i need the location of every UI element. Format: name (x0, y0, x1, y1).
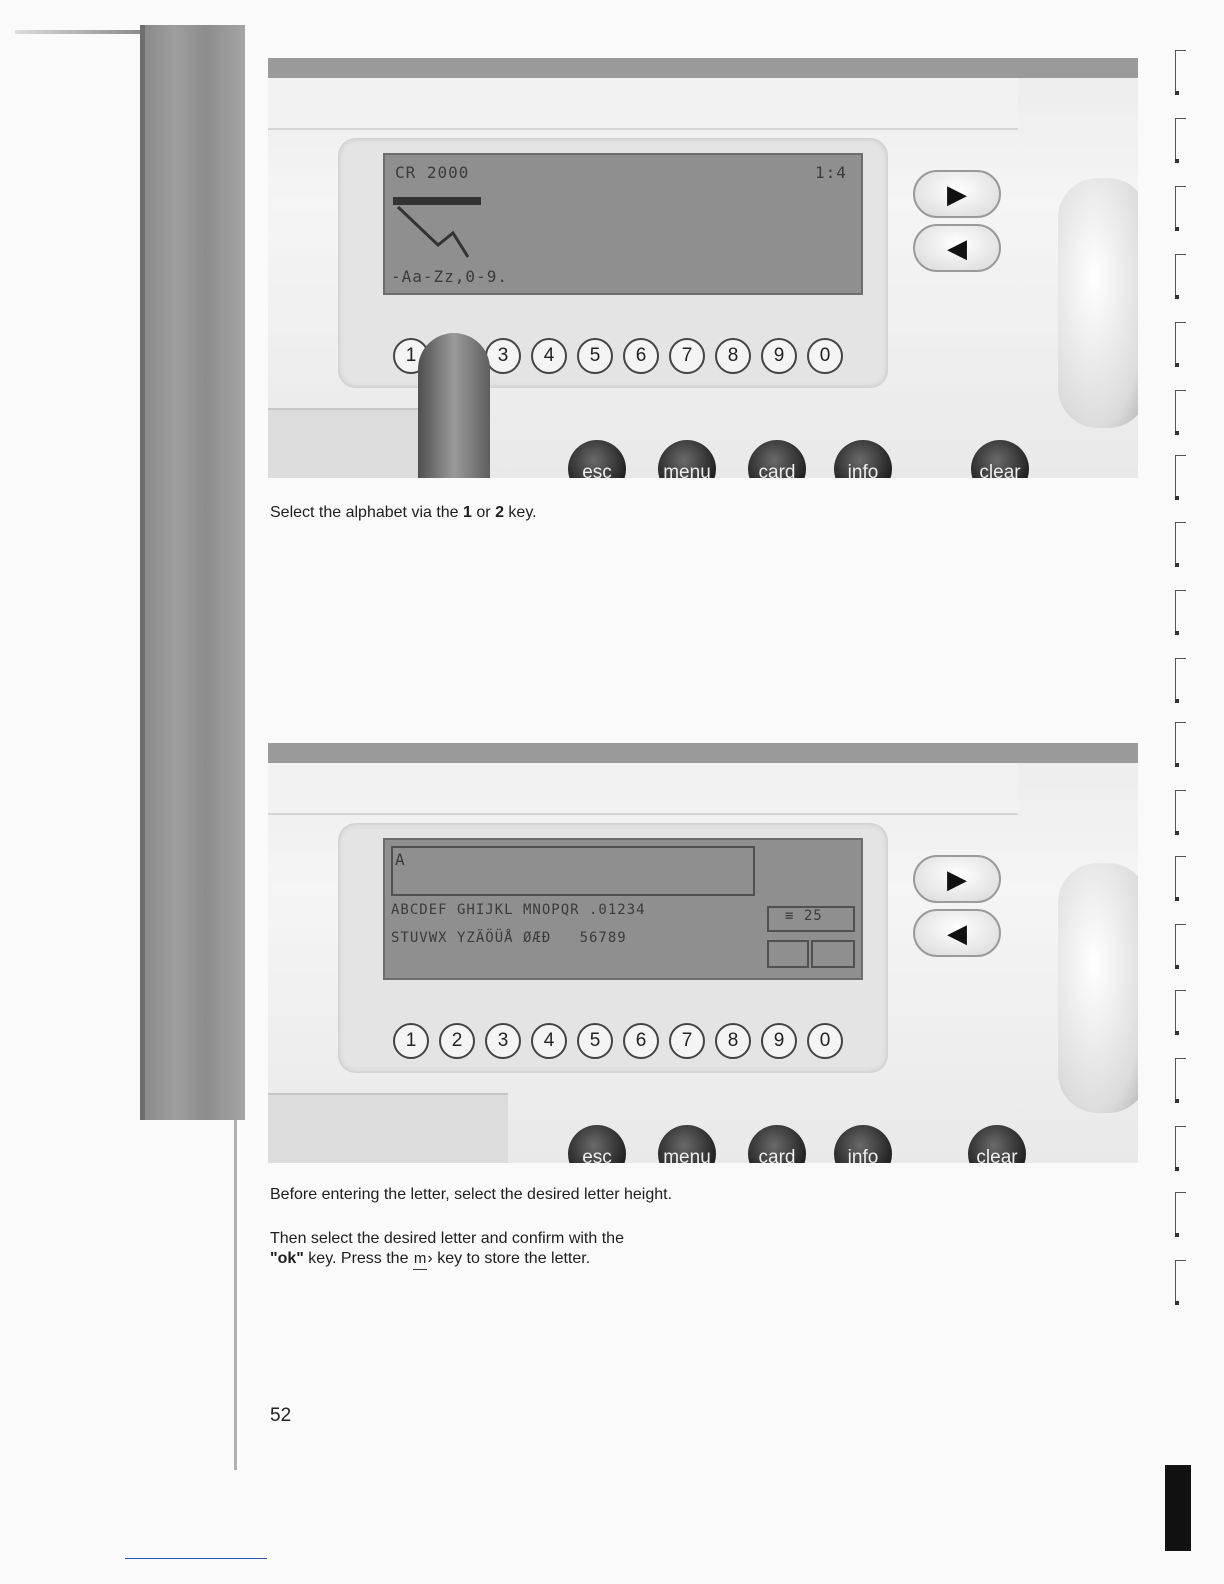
key-3[interactable]: 3 (485, 338, 521, 374)
next-button[interactable] (913, 855, 1001, 903)
arrow-right-icon: ▶ (947, 863, 967, 894)
lcd-page: 1:4 (815, 163, 847, 182)
clear-button[interactable]: clear (968, 1125, 1026, 1163)
key-5[interactable]: 5 (577, 1023, 613, 1059)
index-mark (1175, 186, 1186, 227)
panel-tray (268, 1093, 508, 1163)
lcd-letter-row-1: ABCDEF GHIJKL MNOPQR .01234 (391, 902, 646, 918)
index-mark (1175, 924, 1186, 965)
caption1-text-c: key. (503, 504, 537, 521)
page-number: 52 (270, 1405, 292, 1426)
key-0[interactable]: 0 (807, 1023, 843, 1059)
index-mark (1175, 790, 1186, 831)
lcd-option-box-1 (767, 940, 809, 968)
esc-button[interactable]: esc (568, 1125, 626, 1163)
card-button[interactable]: card (748, 1125, 806, 1163)
caption2-ok-key: "ok" (270, 1250, 304, 1267)
arrow-left-icon: ◀ (947, 232, 967, 263)
index-mark (1175, 590, 1186, 631)
caption1-text-a: Select the alphabet via the (270, 504, 464, 521)
caption2-text-a: Then select the desired letter and confirm with the (270, 1230, 624, 1247)
panel-ledge (268, 763, 1018, 815)
key-6[interactable]: 6 (623, 338, 659, 374)
index-mark (1175, 1126, 1186, 1167)
caption1-key2: 2 (495, 504, 504, 521)
scan-left-strip (145, 25, 245, 1120)
caption-letter-height: Before entering the letter, select the desired letter height. (270, 1186, 673, 1203)
index-mark (1175, 1058, 1186, 1099)
lcd-height-label: ≡ 25 (785, 908, 823, 924)
caption-confirm-letter (270, 1229, 690, 1270)
caption1-key1: 1 (463, 504, 472, 521)
key-6[interactable]: 6 (623, 1023, 659, 1059)
next-button[interactable] (913, 170, 1001, 218)
key-2[interactable]: 2 (439, 1023, 475, 1059)
index-mark (1175, 118, 1186, 159)
corner-tab-block (1165, 1465, 1191, 1551)
key-7[interactable]: 7 (669, 338, 705, 374)
finger-pressing-key (418, 333, 490, 478)
lcd-alphabet-label: -Aa-Zz,0-9. (391, 267, 508, 286)
scan-top-line (15, 30, 145, 34)
photo-letter-select (268, 743, 1138, 1163)
key-9[interactable]: 9 (761, 1023, 797, 1059)
menu-button[interactable]: menu (658, 440, 716, 478)
prev-button[interactable] (913, 909, 1001, 957)
index-mark (1175, 856, 1186, 897)
memory-key-arrow-icon: › (427, 1250, 433, 1267)
index-mark (1175, 722, 1186, 763)
key-4[interactable]: 4 (531, 1023, 567, 1059)
esc-button[interactable]: esc (568, 440, 626, 478)
index-mark (1175, 254, 1186, 295)
info-button[interactable]: info (834, 440, 892, 478)
key-3[interactable]: 3 (485, 1023, 521, 1059)
index-mark (1175, 322, 1186, 363)
menu-button[interactable]: menu (658, 1125, 716, 1163)
caption2-text-c: key to store the letter. (432, 1250, 591, 1267)
index-mark (1175, 1260, 1186, 1301)
side-knob (1058, 178, 1138, 428)
key-1[interactable]: 1 (393, 1023, 429, 1059)
index-mark (1175, 390, 1186, 431)
binding-line (234, 1120, 237, 1470)
panel-ledge (268, 78, 1018, 130)
caption-select-alphabet (270, 503, 537, 523)
key-8[interactable]: 8 (715, 1023, 751, 1059)
lcd-screen (383, 838, 863, 980)
caption1-text-b: or (471, 504, 496, 521)
card-button[interactable]: card (748, 440, 806, 478)
index-mark (1175, 1192, 1186, 1233)
key-8[interactable]: 8 (715, 338, 751, 374)
arrow-right-icon: ▶ (947, 178, 967, 209)
index-mark (1175, 455, 1186, 496)
panel-tray (268, 408, 418, 478)
index-mark (1175, 522, 1186, 563)
index-mark (1175, 990, 1186, 1031)
photo-alphabet-select (268, 58, 1138, 478)
side-knob (1058, 863, 1138, 1113)
arrow-left-icon: ◀ (947, 917, 967, 948)
bottom-rule (125, 1558, 267, 1559)
info-button[interactable]: info (834, 1125, 892, 1163)
lcd-letter-row-2: STUVWX YZÄÖÜÅ ØÆÐ 56789 (391, 930, 627, 946)
key-7[interactable]: 7 (669, 1023, 705, 1059)
lcd-option-box-2 (811, 940, 855, 968)
lcd-cursor: A (395, 850, 406, 869)
key-9[interactable]: 9 (761, 338, 797, 374)
key-4[interactable]: 4 (531, 338, 567, 374)
clear-button[interactable]: clear (971, 440, 1029, 478)
lcd-screen (383, 153, 863, 295)
lcd-stitch-icon (393, 193, 483, 263)
lcd-input-box (391, 846, 755, 896)
key-0[interactable]: 0 (807, 338, 843, 374)
index-mark (1175, 658, 1186, 699)
key-1[interactable]: 1 (393, 338, 429, 374)
key-5[interactable]: 5 (577, 338, 613, 374)
lcd-model: CR 2000 (395, 163, 470, 182)
index-mark (1175, 50, 1186, 91)
caption2-text-b: key. Press the (303, 1250, 413, 1267)
number-key-row (393, 1023, 843, 1059)
prev-button[interactable] (913, 224, 1001, 272)
memory-key-icon: m (413, 1249, 428, 1270)
